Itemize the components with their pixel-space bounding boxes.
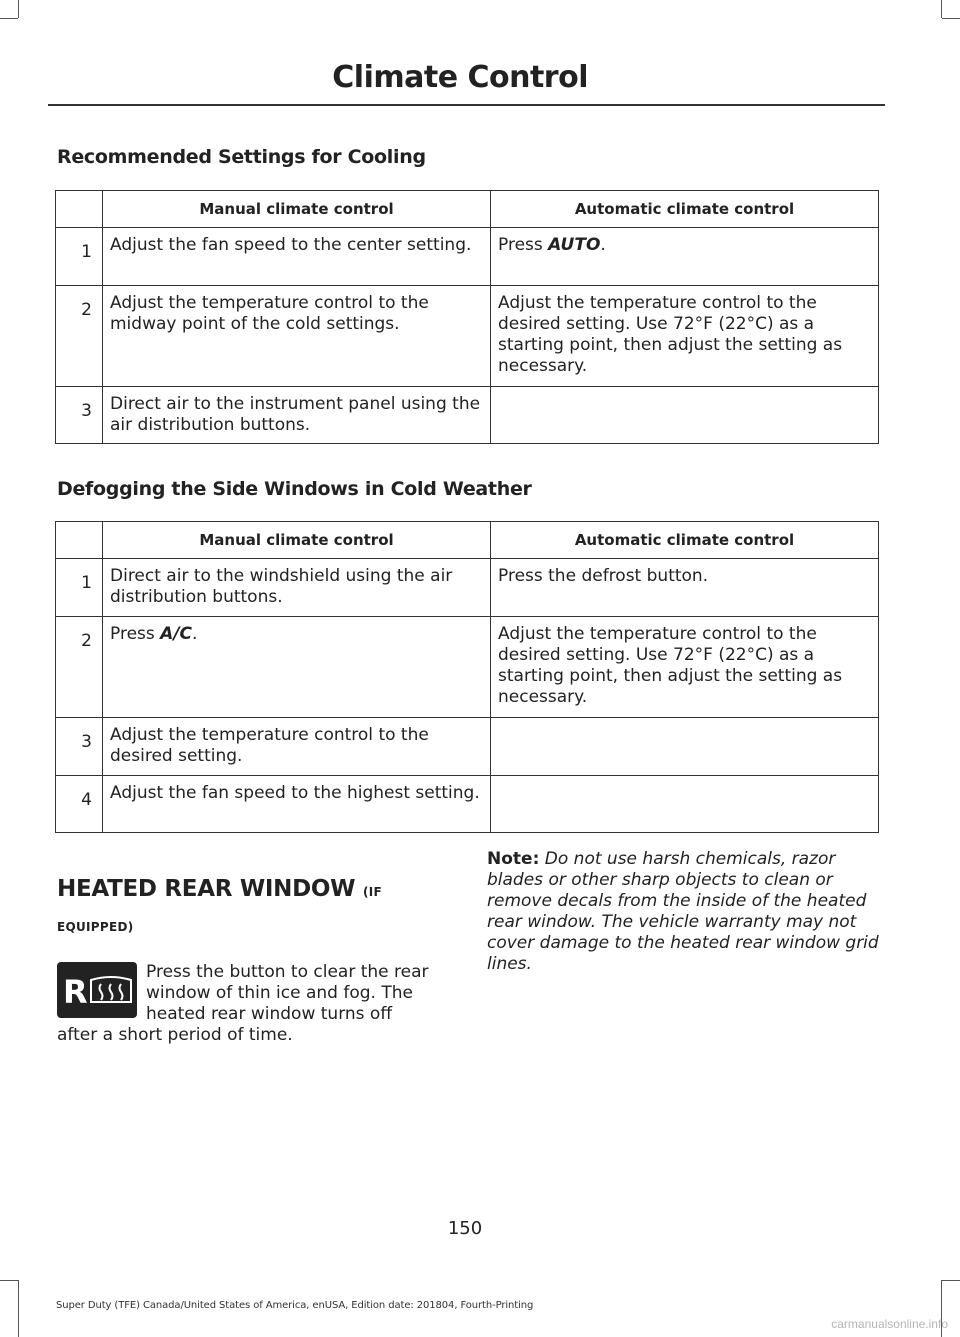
step-number: 4 <box>56 776 103 833</box>
table-row <box>56 617 879 718</box>
section-title-heated-rear-window: HEATED REAR WINDOW (IF <box>57 876 382 902</box>
page-number: 150 <box>447 1218 483 1239</box>
crop-mark <box>0 1280 18 1281</box>
automatic-step-text <box>491 718 879 776</box>
table-row <box>56 776 879 833</box>
note-label: Note: <box>487 849 540 869</box>
manual-step-text: Adjust the fan speed to the center setting. <box>103 228 491 286</box>
column-header-manual: Manual climate control <box>103 191 491 228</box>
footer-text: Super Duty (TFE) Canada/United States of America, enUSA, Edition date: 201804, Fourth-Printing <box>56 1300 534 1311</box>
crop-mark <box>0 18 18 19</box>
crop-mark <box>942 18 960 19</box>
automatic-step-text: Adjust the temperature control to the desired setting. Use 72°F (22°C) as a starting point, then adjust the setting as necessary. <box>491 617 879 718</box>
header-divider <box>48 104 885 106</box>
rear-defrost-icon <box>57 962 137 1018</box>
svg-text:R: R <box>63 973 88 1011</box>
step-number: 3 <box>56 387 103 444</box>
crop-mark <box>18 1280 19 1337</box>
table-header-row <box>56 191 879 228</box>
column-header <box>56 191 103 228</box>
section-title-defogging: Defogging the Side Windows in Cold Weather <box>57 478 532 500</box>
step-number: 2 <box>56 286 103 387</box>
cooling-table <box>55 190 879 444</box>
manual-step-text: Adjust the fan speed to the highest setting. <box>103 776 491 833</box>
automatic-step-text: Press the defrost button. <box>491 559 879 617</box>
step-number: 1 <box>56 559 103 617</box>
step-number: 2 <box>56 617 103 718</box>
auto-keyword: AUTO <box>548 235 601 255</box>
page-header-title: Climate Control <box>332 60 588 95</box>
column-header <box>56 522 103 559</box>
manual-step-text: Adjust the temperature control to the midway point of the cold settings. <box>103 286 491 387</box>
defogging-table <box>55 521 879 833</box>
table-header-row <box>56 522 879 559</box>
automatic-step-text <box>491 387 879 444</box>
note-paragraph <box>487 849 885 975</box>
crop-mark <box>942 1280 960 1281</box>
heated-rear-window-text-line: Press the button to clear the rear <box>146 962 429 982</box>
automatic-step-text <box>491 776 879 833</box>
watermark: carmanualsonline.info <box>831 1317 948 1331</box>
table-row <box>56 559 879 617</box>
heated-rear-window-text-line: window of thin ice and fog. The <box>146 983 413 1003</box>
ac-keyword: A/C <box>160 624 192 644</box>
heated-rear-window-text-line: after a short period of time. <box>57 1025 293 1045</box>
automatic-step-text: Press AUTO. <box>491 228 879 286</box>
note-body: Do not use harsh chemicals, razor blades or other sharp objects to clean or remove decals from the inside of the heated rear window. The vehicle warranty may not cover damage to the heated rear window grid lines. <box>487 849 879 974</box>
section-title-suffix: EQUIPPED) <box>57 920 134 934</box>
heated-rear-window-text-line: heated rear window turns off <box>146 1004 393 1024</box>
crop-mark <box>18 0 19 18</box>
column-header-automatic: Automatic climate control <box>491 191 879 228</box>
manual-step-text: Adjust the temperature control to the desired setting. <box>103 718 491 776</box>
manual-step-text: Press A/C. <box>103 617 491 718</box>
automatic-step-text: Adjust the temperature control to the desired setting. Use 72°F (22°C) as a starting point, then adjust the setting as necessary. <box>491 286 879 387</box>
table-row <box>56 387 879 444</box>
table-row <box>56 718 879 776</box>
table-row <box>56 286 879 387</box>
table-row <box>56 228 879 286</box>
manual-step-text: Direct air to the windshield using the air distribution buttons. <box>103 559 491 617</box>
step-number: 1 <box>56 228 103 286</box>
step-number: 3 <box>56 718 103 776</box>
column-header-manual: Manual climate control <box>103 522 491 559</box>
section-title-cooling: Recommended Settings for Cooling <box>57 146 426 168</box>
manual-step-text: Direct air to the instrument panel using the air distribution buttons. <box>103 387 491 444</box>
column-header-automatic: Automatic climate control <box>491 522 879 559</box>
crop-mark <box>941 0 942 18</box>
